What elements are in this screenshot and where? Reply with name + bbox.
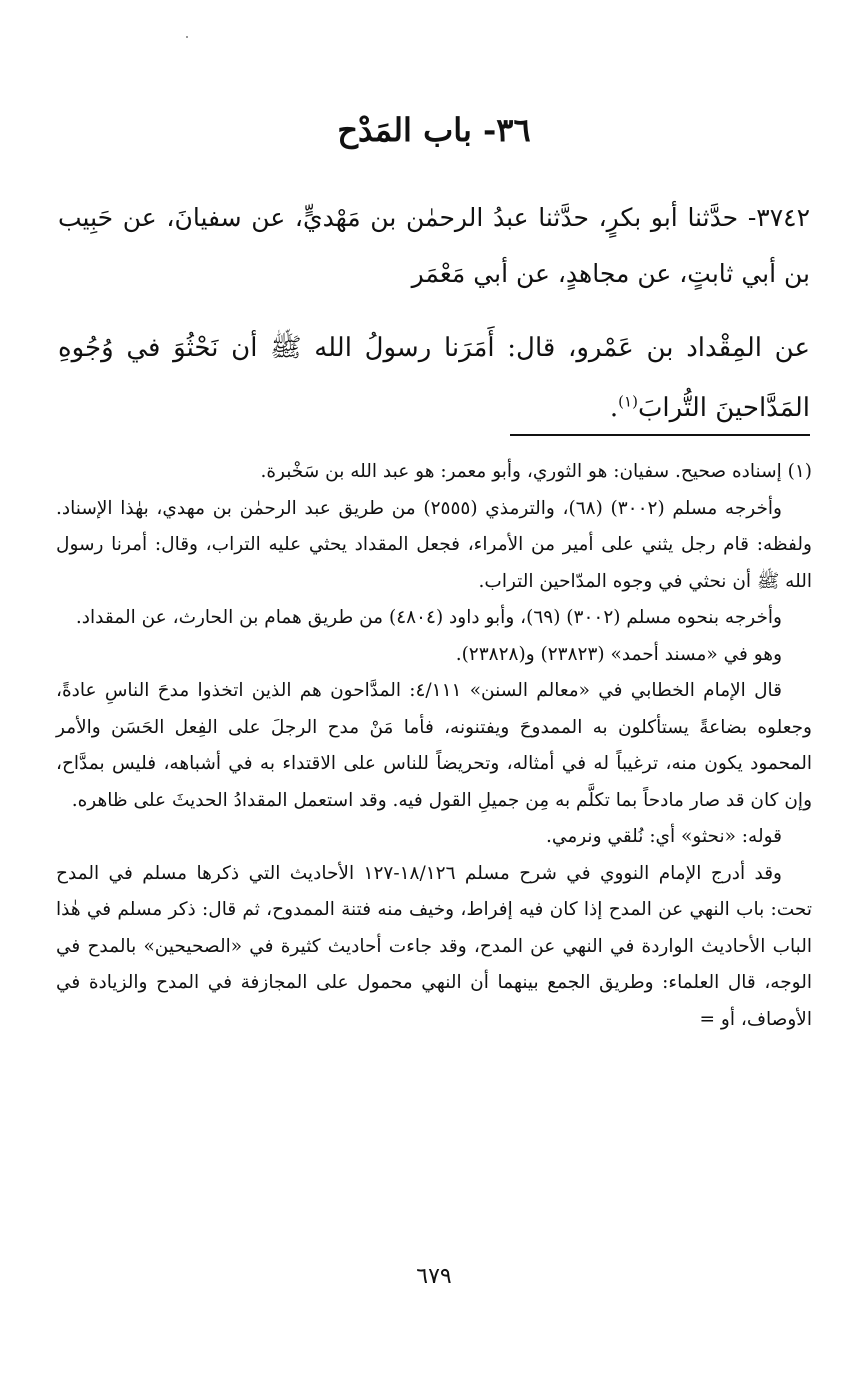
scan-speck (186, 36, 188, 38)
page-number: ٦٧٩ (416, 1264, 452, 1289)
chapter-title: ٣٦- باب المَدْح (337, 111, 531, 149)
hadith-matn (58, 318, 810, 438)
footnote-paragraph: وقد أدرج الإمام النووي في شرح مسلم ١٨/١٢٦-١٢٧ الأحاديث التي ذكرها مسلم في المدح تحت: باب النهي عن المدح إذا كان فيه إفراط، وخيف منه فتنة الممدوح، ثم قال: ذكر مسلم في هٰذا الباب الأحاديث الواردة في النهي عن المدح، وقد جاءت أحاديث كثيرة في «الصحيحين» بالمدح في الوجه، قال العلماء: وطريق الجمع بينهما أن النهي محمول على المجازفة في المدح والزيادة في الأوصاف، أو = (56, 862, 812, 1030)
footnotes-section (56, 454, 812, 1038)
footnote-paragraph: وهو في «مسند أحمد» (٢٣٨٢٣) و(٢٣٨٢٨). (455, 643, 782, 665)
footnote-paragraph: وأخرجه مسلم (٣٠٠٢) (٦٨)، والترمذي (٢٥٥٥) من طريق عبد الرحمٰن بن مهدي، بهٰذا الإسناد. ولفظه: قام رجل يثني على أمير من الأمراء، فجعل المقداد يحثي عليه التراب، وقال: أمرنا رسول الله ﷺ أن نحثي في وجوه المدّاحين التراب. (56, 497, 812, 592)
footnote-reference: (١) (618, 392, 638, 411)
hadith-isnad: ٣٧٤٢- حدَّثنا أبو بكرٍ، حدَّثنا عبدُ الرحمٰن بن مَهْديٍّ، عن سفيانَ، عن حَبِيب بن أبي ثابتٍ، عن مجاهدٍ، عن أبي مَعْمَر (58, 203, 810, 288)
footnote-paragraph: قال الإمام الخطابي في «معالم السنن» ٤/١١١: المدَّاحون هم الذين اتخذوا مدحَ الناسِ عادةً، وجعلوه بضاعةً يستأكلون به الممدوحَ ويفتنونه، فأما مَنْ مدح الرجلَ على الفِعل الحَسَن والأمر المحمود يكون منه، ترغيباً له في أمثاله، وتحريضاً للناس على الاقتداء به في أشباهه، فليس بمدَّاح، وإن كان قد صار مادحاً بما تكلَّم به مِن جميلِ القول فيه. وقد استعمل المقدادُ الحديثَ على ظاهره. (56, 680, 812, 811)
footnote-paragraph: قوله: «نحثو» أي: نُلقي ونرمي. (546, 826, 782, 847)
hadith-text: عن المِقْداد بن عَمْرو، قال: أَمَرَنا رسولُ الله ﷺ أن نَحْثُوَ في وُجُوهِ المَدَّاحينَ التُّرابَ (58, 333, 810, 423)
hadith-end-mark: . (609, 393, 619, 423)
footnote-1: (١) إسناده صحيح. سفيان: هو الثوري، وأبو معمر: هو عبد الله بن سَخْبرة. (260, 461, 812, 482)
footnote-separator (510, 434, 810, 436)
footnote-paragraph: وأخرجه بنحوه مسلم (٣٠٠٢) (٦٩)، وأبو داود (٤٨٠٤) من طريق همام بن الحارث، عن المقداد. (75, 607, 782, 628)
